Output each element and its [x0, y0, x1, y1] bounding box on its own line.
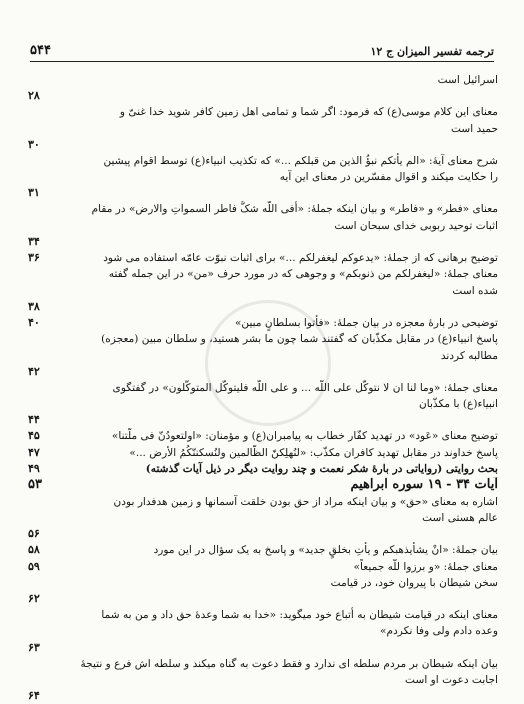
toc-entry-text: حمید است — [450, 122, 498, 135]
toc-entry — [28, 445, 498, 461]
toc-entry-text: آیات ۳۴ - ۱۹ سوره ابراهیم — [350, 477, 498, 493]
page-number: ۵۴۴ — [30, 43, 51, 58]
toc-entry-text: پاسخ خداوند در مقابل تهدید کافران مکذّب: «لنُهلِکنّ الظّالمین ولنُسکننّکُمُ الأرض ...» — [129, 446, 498, 459]
toc-entry-text: توضیح معنای «عَود» در تهدید کفّار خطاب به پیامبران(ع) و مؤمنان: «اولتعودُنّ فی ملّتنا» — [111, 430, 498, 443]
toc-entry-text: عالم هستی است — [422, 511, 498, 524]
toc-page-number: ۵۳ — [28, 477, 42, 493]
toc-entry — [28, 559, 498, 575]
toc-page-number: ۳۴ — [28, 235, 40, 249]
toc-entry-text: معنای «فطر» و «فاطر» و بیان اینکه جملهٔ: «أفی اللّه شکٌّ فاطر السمواتِ والارض» در مقام — [91, 203, 498, 216]
toc-page-number: ۵۹ — [28, 559, 40, 573]
toc-entry-text: اسرائیل است — [437, 74, 498, 86]
toc-entry-text: معنای جملهٔ: «لیغفرلکم من ذنوبکم» و وجوهی که در مورد حرف «من» در این جمله گفته — [108, 268, 498, 281]
toc-entry-text: انبیاء(ع) با مکذّبان — [418, 398, 498, 411]
toc-page-number: ۶۴ — [28, 689, 40, 703]
toc-entry-text: معنای جملهٔ: «و برزوا للّه جمیعاً» — [353, 560, 498, 573]
toc-entry-text: اجابت دعوت او است — [405, 674, 498, 687]
toc-entry — [28, 461, 498, 477]
page-header — [30, 40, 494, 62]
table-of-contents — [28, 72, 498, 704]
toc-page-number: ۵۸ — [28, 543, 40, 557]
toc-entry-text: معنای این کلام موسی(ع) که فرمود: اگر شما و تمامی اهل زمین کافر شوید خدا غنیّ و — [119, 106, 498, 119]
toc-entry-text: مطالبه کردند — [440, 349, 498, 362]
toc-page-number: ۲۸ — [28, 89, 40, 103]
toc-page-number: ۴۵ — [28, 429, 40, 443]
toc-page-number: ۳۱ — [28, 186, 40, 200]
toc-entry-text: اشاره به معنای «حق» و بیان اینکه مراد از حق بودن خلقت آسمانها و زمین هدفدار بودن — [113, 495, 498, 508]
toc-page-number: ۶۲ — [28, 592, 40, 606]
toc-page-number: ۳۶ — [28, 251, 40, 265]
toc-entry-text: پاسخ انبیاء(ع) در مقابل مکذّبان که گفتند شما چون ما بشر هستید، و سلطان مبین (معجزه) — [101, 333, 498, 346]
toc-entry — [28, 250, 498, 266]
toc-page-number: ۵۶ — [28, 527, 40, 541]
toc-entry-text: توضیحی در بارهٔ معجزه در بیان جملهٔ: «فأتوا بسلطانٍ مبین» — [234, 316, 498, 329]
toc-page-number: ۳۰ — [28, 137, 40, 151]
toc-page-number: ۴۰ — [28, 315, 40, 329]
toc-entry — [28, 315, 498, 331]
toc-page-number: ۳۸ — [28, 299, 40, 313]
toc-page-number: ۶۳ — [28, 640, 40, 654]
toc-page-number: ۴۹ — [28, 462, 40, 476]
toc-entry — [28, 542, 498, 558]
toc-entry-text: توضیح برهانی که از جملهٔ: «یدعوکم لیغفرلکم ...» برای اثبات نبوّت عامّه استفاده می شود — [103, 252, 498, 265]
toc-entry-text: را حکایت میکند و اقوال مفسّرین در معنای این آیه — [279, 171, 498, 184]
toc-entry-text: بیان جملهٔ: «انْ یشأیذهبکم و یأتِ بخلقٍ جدید» و پاسخ به یک سؤال در این مورد — [153, 544, 498, 557]
toc-entry-text: سخن شیطان با پیروان خود، در قیامت — [330, 576, 498, 589]
toc-entry-text: شرح معنای آیهٔ: «الم یأتکم نبؤُ الذین من قبلکم ...» که تکذیب انبیاء(ع) توسط اقوام پیشین — [103, 154, 498, 167]
toc-entry — [28, 428, 498, 444]
toc-entry-text: وعده دادم ولی وفا نکردم» — [380, 625, 498, 638]
toc-entry-text: اثبات توحید ربوبی خدای سبحان است — [334, 219, 498, 232]
toc-entry-text: شده است — [452, 284, 498, 297]
toc-entry-text: معنای جملهٔ: «وما لنا ان لا نتوکّل علی اللّه ... و علی اللّه فلیتوکّل المتوکّلون» در گفتگوی — [112, 381, 498, 394]
toc-entry-text: معنای اینکه در قیامت شیطان به أتباع خود میگوید: «خدا به شما وعدهٔ حق داد و من به شما — [101, 609, 498, 622]
toc-section-heading — [28, 477, 498, 493]
toc-entry-text: بیان اینکه شیطان بر مردم سلطه ای ندارد و فقط دعوت به گناه میکند و سلطه اش فرع و نتیجهٔ — [80, 657, 498, 670]
running-title: ترجمه تفسیر المیزان ج ۱۲ — [370, 45, 494, 58]
toc-page-number: ۴۷ — [28, 445, 40, 459]
toc-page-number: ۴۲ — [28, 364, 40, 378]
toc-page-number: ۴۴ — [28, 413, 40, 427]
toc-entry-text: بحث روایتی (روایاتی در بارهٔ شکر نعمت و چند روایت دیگر در ذیل آیات گذشته) — [145, 463, 498, 476]
